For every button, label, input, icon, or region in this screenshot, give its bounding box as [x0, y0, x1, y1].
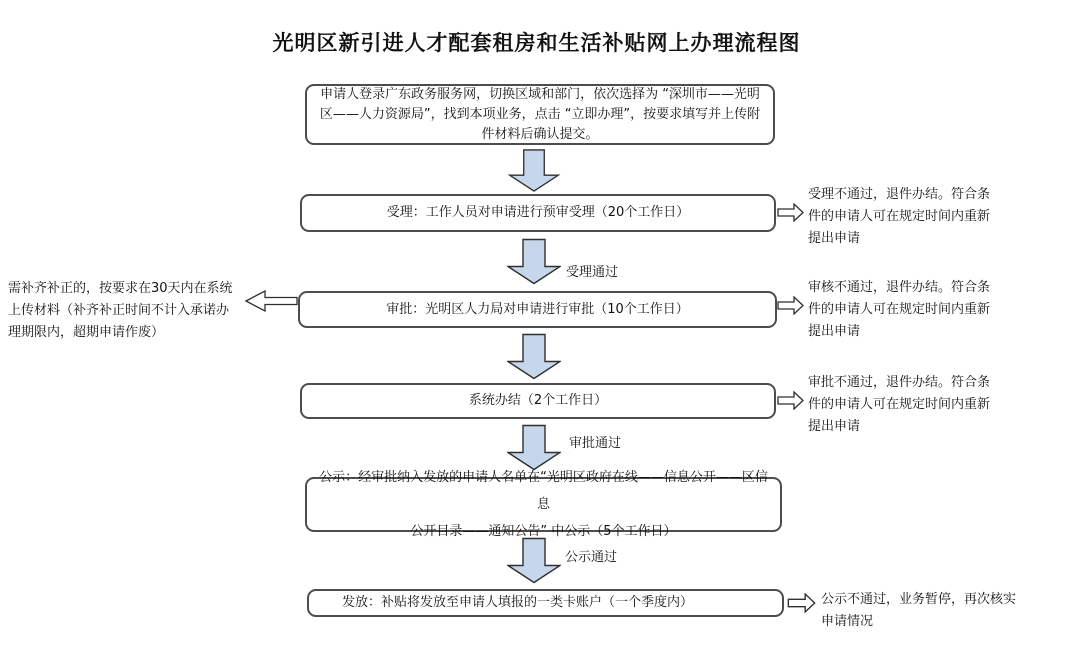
- down-arrow-icon: [507, 333, 561, 380]
- flow-step-approve: [298, 291, 777, 328]
- flow-step-publicity: [305, 470, 782, 539]
- edge-label-publicity-pass: 公示通过: [565, 550, 618, 565]
- note-system-fail: 审批不通过，退件办结。符合条件的申请人可在规定时间内重新提出申请: [808, 375, 991, 434]
- fail-arrow-icon: [777, 391, 804, 410]
- edge-label-approve-pass: 审批通过: [569, 436, 622, 451]
- note-publicity-fail: 公示不通过，业务暂停，再次核实申请情况: [821, 592, 1017, 629]
- flow-step-publicity-line1: 公示：经审批纳入发放的申请人名单在“光明区政府在线——信息公开——区信息: [319, 470, 768, 512]
- flow-step-apply: [305, 84, 775, 145]
- down-arrow-icon: [507, 537, 561, 584]
- flow-step-accept: [300, 194, 776, 232]
- flow-step-accept-text: 受理：工作人员对申请进行预审受理（20个工作日）: [386, 205, 690, 220]
- note-supplement: 需补齐补正的，按要求在30天内在系统上传材料（补齐补正时间不计入承诺办理期限内，超期申请作废）: [8, 281, 233, 340]
- note-approve-fail: 审核不通过，退件办结。符合条件的申请人可在规定时间内重新提出申请: [808, 280, 991, 339]
- flow-step-grant: [307, 589, 784, 617]
- fail-arrow-icon: [777, 296, 804, 315]
- page-title: 光明区新引进人才配套租房和生活补贴网上办理流程图: [272, 30, 801, 55]
- down-arrow-icon: [507, 238, 561, 285]
- flow-step-grant-text: 发放：补贴将发放至申请人填报的一类卡账户（一个季度内）: [342, 595, 694, 610]
- flow-step-system-close: [300, 383, 776, 419]
- flow-step-publicity-line2: 公开目录——通知公告” 中公示（5个工作日）: [410, 524, 677, 539]
- edge-label-accept-pass: 受理通过: [566, 265, 619, 280]
- down-arrow-icon: [507, 149, 561, 192]
- supplement-arrow-icon: [245, 290, 298, 312]
- note-accept-fail: 受理不通过，退件办结。符合条件的申请人可在规定时间内重新提出申请: [808, 187, 991, 246]
- fail-arrow-icon: [787, 593, 816, 613]
- flow-step-apply-text: 申请人登录广东政务服务网，切换区域和部门，依次选择为 “深圳市——光明区——人力资源局”，找到本项业务，点击 “立即办理”，按要求填写并上传附件材料后确认提交。: [319, 86, 761, 142]
- flow-step-approve-text: 审批：光明区人力局对申请进行审批（10个工作日）: [386, 301, 689, 317]
- flow-step-system-close-text: 系统办结（2个工作日）: [468, 393, 608, 408]
- fail-arrow-icon: [777, 203, 804, 222]
